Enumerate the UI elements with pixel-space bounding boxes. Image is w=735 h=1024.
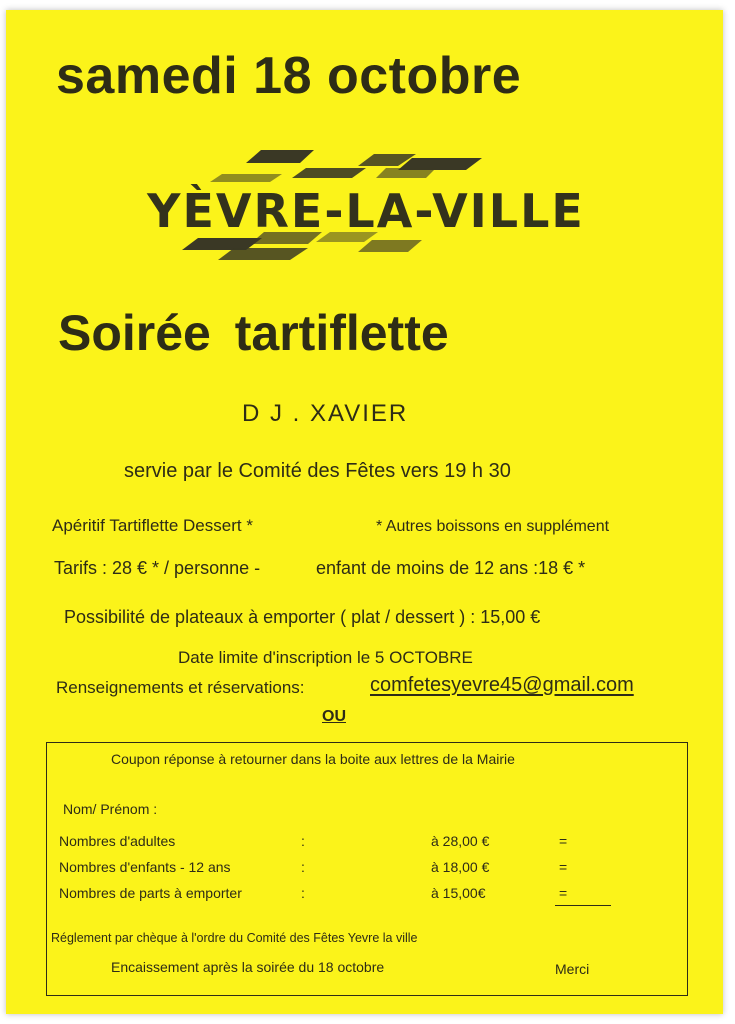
takeaway-offer: Possibilité de plateaux à emporter ( plat / dessert ) : 15,00 € — [64, 607, 541, 627]
takeaway-parts-label: Nombres de parts à emporter — [59, 885, 242, 901]
adults-equals: = — [559, 833, 568, 849]
child-price: enfant de moins de 12 ans :18 € * — [316, 558, 586, 578]
flyer-sheet — [6, 10, 723, 1014]
takeaway-parts-colon: : — [301, 885, 305, 901]
logo-wordmark: YÈVRE-LA-VILLE — [147, 184, 585, 238]
children-price: à 18,00 € — [431, 859, 490, 875]
name-field-label: Nom/ Prénom : — [63, 801, 158, 817]
extra-drinks-note: * Autres boissons en supplément — [376, 518, 610, 535]
takeaway-parts-equals: = — [559, 885, 568, 901]
adults-colon: : — [301, 833, 305, 849]
takeaway-parts-price: à 15,00€ — [431, 885, 486, 901]
coupon-header: Coupon réponse à retourner dans la boite aux lettres de la Mairie — [111, 751, 515, 767]
served-by-text: servie par le Comité des Fêtes vers 19 h 30 — [124, 460, 511, 482]
reply-coupon — [46, 742, 688, 996]
registration-deadline: Date limite d'inscription le 5 OCTOBRE — [178, 648, 473, 667]
adults-label: Nombres d'adultes — [59, 833, 176, 849]
children-colon: : — [301, 859, 305, 875]
dj-name: D J . XAVIER — [242, 400, 409, 427]
payment-instructions: Réglement par chèque à l'ordre du Comité des Fêtes Yevre la ville — [51, 931, 418, 945]
adults-price: à 28,00 € — [431, 833, 490, 849]
total-underline — [555, 905, 611, 906]
thanks-text: Merci — [555, 961, 590, 977]
or-separator: OU — [322, 708, 346, 725]
contact-email-link[interactable]: comfetesyevre45@gmail.com — [370, 674, 634, 696]
cashing-note: Encaissement après la soirée du 18 octobre — [111, 959, 385, 975]
children-equals: = — [559, 859, 568, 875]
children-label: Nombres d'enfants - 12 ans — [59, 859, 231, 875]
menu-text: Apéritif Tartiflette Dessert * — [52, 516, 253, 535]
yevre-la-ville-logo — [86, 148, 646, 268]
event-date: samedi 18 octobre — [56, 47, 522, 105]
event-title: Soirée tartiflette — [58, 305, 449, 361]
adult-price: Tarifs : 28 € * / personne - — [54, 558, 261, 578]
info-label: Renseignements et réservations: — [56, 678, 305, 697]
